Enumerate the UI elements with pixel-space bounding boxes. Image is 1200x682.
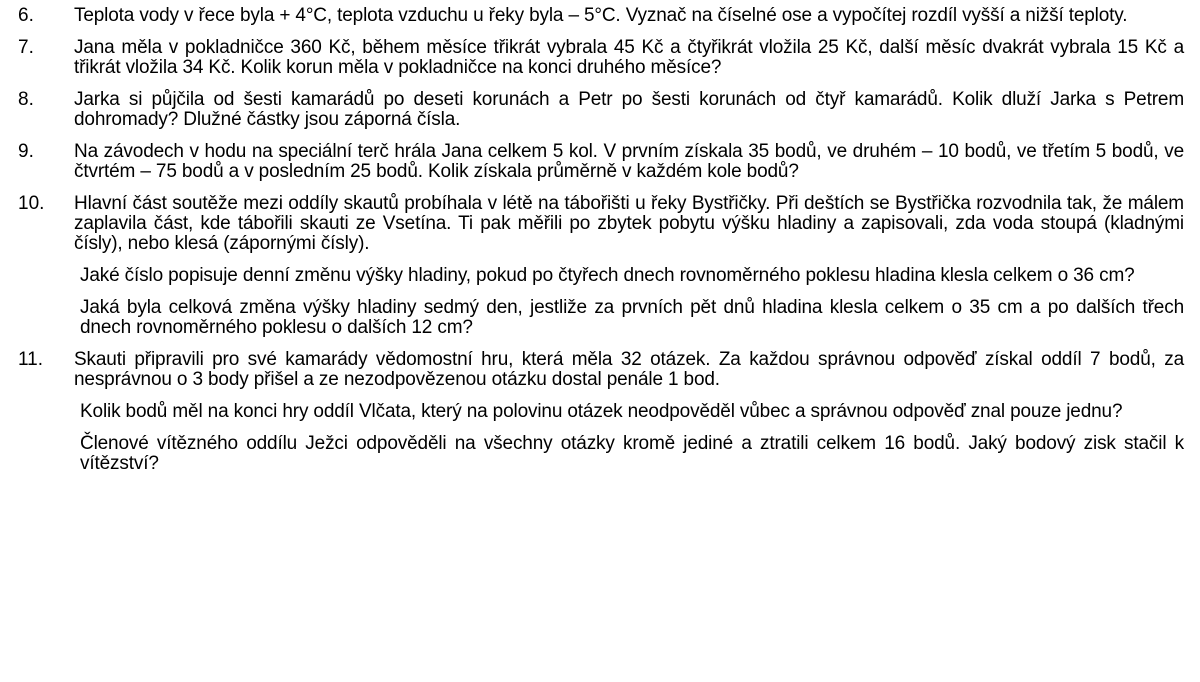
- problem-paragraph: Jana měla v pokladničce 360 Kč, během měsíce třikrát vybrala 45 Kč a čtyřikrát vložila 25 Kč, další měsíc dvakrát vybrala 15 Kč a třikrát vložila 34 Kč. Kolik korun měla v pokladničce na konci druhého měsíce?: [74, 37, 1184, 78]
- problem-text: [74, 350, 1184, 474]
- problem-number: 8.: [18, 89, 34, 110]
- problem-paragraph: Hlavní část soutěže mezi oddíly skautů probíhala v létě na tábořišti u řeky Bystřičky. Při deštích se Bystřička rozvodnila tak, že málem zaplavila část, kde tábořili skauti ze Vsetína. Ti pak měřili po zbytek pobytu výšku hladiny a zapisovali, zda voda stoupá (kladnými čísly), nebo klesá (zápornými čísly).: [74, 193, 1184, 254]
- problem-number: 7.: [18, 37, 34, 58]
- problem-9: [18, 142, 1184, 182]
- sub-question: Jaké číslo popisuje denní změnu výšky hladiny, pokud po čtyřech dnech rovnoměrného poklesu hladina klesla celkem o 36 cm?: [80, 265, 1135, 286]
- problem-10: [18, 194, 1184, 338]
- problem-11: [18, 350, 1184, 474]
- sub-question: Členové vítězného oddílu Ježci odpověděli na všechny otázky kromě jediné a ztratili celkem 16 bodů. Jaký bodový zisk stačil k vítězství?: [80, 433, 1184, 474]
- problem-text: [74, 90, 1184, 130]
- problem-number: 10.: [18, 193, 45, 214]
- problem-number: 9.: [18, 141, 34, 162]
- problem-text: [74, 6, 1184, 26]
- problem-paragraph: Teplota vody v řece byla + 4°C, teplota vzduchu u řeky byla – 5°C. Vyznač na číselné ose a vypočítej rozdíl vyšší a nižší teploty.: [74, 5, 1128, 26]
- problem-number: 11.: [18, 349, 44, 370]
- problem-text: [74, 194, 1184, 338]
- problem-7: [18, 38, 1184, 78]
- sub-question: Kolik bodů měl na konci hry oddíl Vlčata, který na polovinu otázek neodpověděl vůbec a správnou odpověď znal pouze jednu?: [80, 401, 1123, 422]
- problem-number: 6.: [18, 5, 34, 26]
- problem-paragraph: Skauti připravili pro své kamarády vědomostní hru, která měla 32 otázek. Za každou správnou odpověď získal oddíl 7 bodů, za nesprávnou o 3 body přišel a ze nezodpovězenou otázku dostal penále 1 bod.: [74, 349, 1184, 390]
- problem-6: [18, 6, 1184, 26]
- sub-question: Jaká byla celková změna výšky hladiny sedmý den, jestliže za prvních pět dnů hladina klesla celkem o 35 cm a po dalších třech dnech rovnoměrného poklesu o dalších 12 cm?: [80, 297, 1184, 338]
- problem-8: [18, 90, 1184, 130]
- problem-text: [74, 38, 1184, 78]
- problem-text: [74, 142, 1184, 182]
- problem-paragraph: Jarka si půjčila od šesti kamarádů po deseti korunách a Petr po šesti korunách od čtyř kamarádů. Kolik dluží Jarka s Petrem dohromady? Dlužné částky jsou záporná čísla.: [74, 89, 1184, 130]
- problem-paragraph: Na závodech v hodu na speciální terč hrála Jana celkem 5 kol. V prvním získala 35 bodů, ve druhém – 10 bodů, ve třetím 5 bodů, ve čtvrtém – 75 bodů a v posledním 25 bodů. Kolik získala průměrně v každém kole bodů?: [74, 141, 1184, 182]
